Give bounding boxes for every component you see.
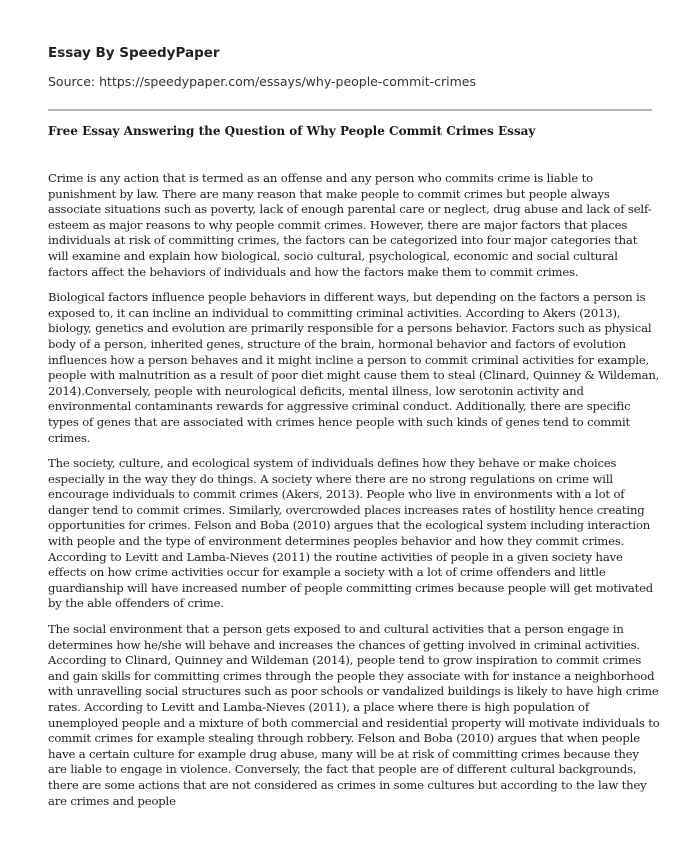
header-divider — [48, 109, 652, 111]
essay-body — [48, 171, 660, 809]
paragraph-societal: The society, culture, and ecological system of individuals defines how they behave or make choices especially in the way they do things. A society where there are no strong regulations on crime will encourage individuals to commit crimes (Akers, 2013). People who live in environments with a lot of danger tend to commit crimes. Similarly, overcrowded places increases rates of hostility hence creating opportunities for crimes. Felson and Boba (2010) argues that the ecological system including interaction with people and the type of environment determines peoples behavior and how they commit crimes. According to Levitt and Lamba-Nieves (2011) the routine activities of people in a given society have effects on how crime activities occur for example a society with a lot of crime offenders and little guardianship will have increased number of people committing crimes because people will get motivated by the able offenders of crime. — [48, 456, 654, 611]
publisher-title: Essay By SpeedyPaper — [48, 45, 220, 61]
essay-title: Free Essay Answering the Question of Why People Commit Crimes Essay — [48, 124, 536, 138]
paragraph-biological: Biological factors influence people behaviors in different ways, but depending on the factors a person is exposed to, it can incline an individual to committing criminal activities. According to Akers (2013), biology, genetics and evolution are primarily responsible for a persons behavior. Factors such as physical body of a person, inherited genes, structure of the brain, hormonal behavior and factors of evolution influences how a person behaves and it might incline a person to commit criminal activities for example, people with malnutrition as a result of poor diet might cause them to steal (Clinard, Quinney & Wildeman, 2014).Conversely, people with neurological deficits, mental illness, low serotonin activity and environmental contaminants rewards for aggressive criminal conduct. Additionally, there are specific types of genes that are associated with crimes hence people with such kinds of genes tend to commit crimes. — [48, 290, 660, 445]
paragraph-social-environment: The social environment that a person gets exposed to and cultural activities that a person engage in determines how he/she will behave and increases the chances of getting involved in criminal activities. According to Clinard, Quinney and Wildeman (2014), people tend to grow inspiration to commit crimes and gain skills for committing crimes through the people they associate with for instance a neighborhood with unravelling social structures such as poor schools or vandalized buildings is likely to have high crime rates. According to Levitt and Lamba-Nieves (2011), a place where there is high population of unemployed people and a mixture of both commercial and residential property will motivate individuals to commit crimes for example stealing through robbery. Felson and Boba (2010) argues that when people have a certain culture for example drug abuse, many will be at risk of committing crimes because they are liable to engage in violence. Conversely, the fact that people are of different cultural backgrounds, there are some actions that are not considered as crimes in some cultures but according to the law they are crimes and people — [48, 622, 660, 808]
paragraph-intro: Crime is any action that is termed as an offense and any person who commits crime is liable to punishment by law. There are many reason that make people to commit crimes but people always associate situations such as poverty, lack of enough parental care or neglect, drug abuse and lack of self-esteem as major reasons to why people commit crimes. However, there are major factors that places individuals at risk of committing crimes, the factors can be categorized into four major categories that will examine and explain how biological, socio cultural, psychological, economic and social cultural factors affect the behaviors of individuals and how the factors make them to commit crimes. — [48, 171, 652, 279]
document-page — [48, 0, 660, 850]
source-url: Source: https://speedypaper.com/essays/why-people-commit-crimes — [48, 74, 477, 89]
